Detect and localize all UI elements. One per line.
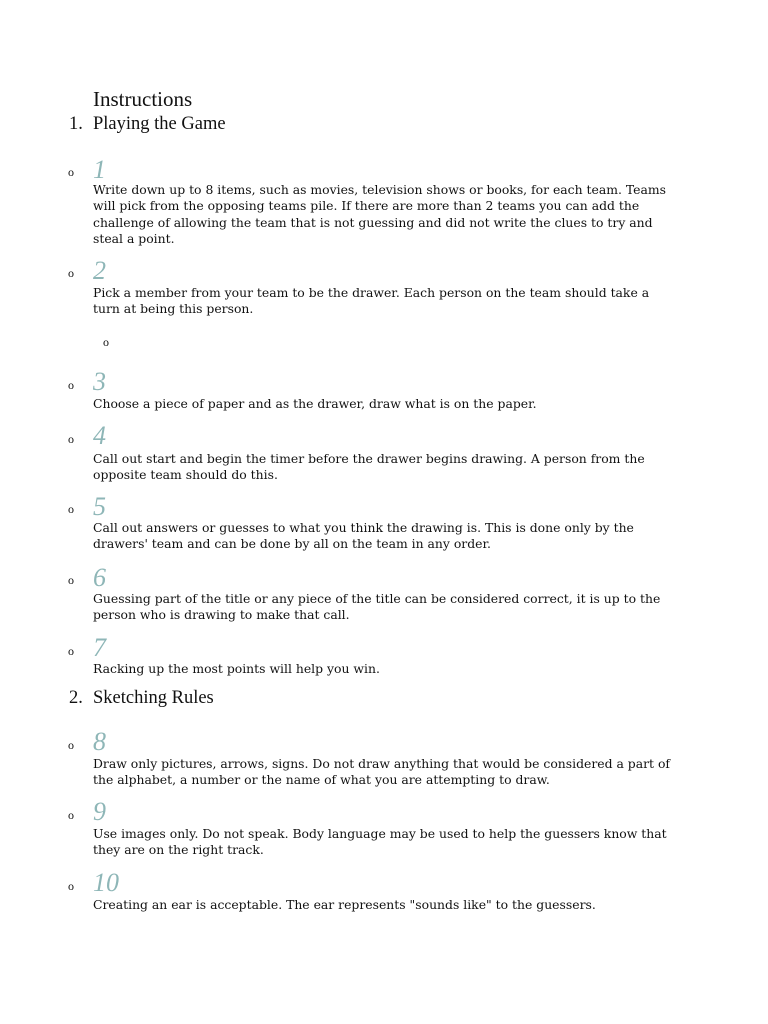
list-bullet: o [68,808,74,822]
step-number: 5 [93,492,106,521]
section-number: 2. [69,688,83,708]
sub-list-bullet: o [103,335,109,349]
step-number: 8 [93,727,106,756]
step-text: Choose a piece of paper and as the drawer, draw what is on the paper. [93,396,537,411]
section-title: Sketching Rules [93,688,214,708]
list-bullet: o [68,738,74,752]
step-number: 3 [93,367,106,396]
list-bullet: o [68,165,74,179]
step-number: 7 [93,633,106,662]
step-text: Call out answers or guesses to what you think the drawing is. This is done only by the drawers' team and can be done by all on the team in any order. [93,520,634,552]
step-text: Write down up to 8 items, such as movies, television shows or books, for each team. Teams will pick from the opposing teams pile. If there are more than 2 teams you can add the challenge of allowing the team that is not guessing and did not write the clues to try and steal a point. [93,182,666,247]
list-bullet: o [68,432,74,446]
list-bullet: o [68,573,74,587]
list-bullet: o [68,378,74,392]
list-bullet: o [68,502,74,516]
step-text: Call out start and begin the timer before the drawer begins drawing. A person from the opposite team should do this. [93,451,645,483]
step-number: 1 [93,155,106,184]
step-text: Use images only. Do not speak. Body language may be used to help the guessers know that they are on the right track. [93,826,667,858]
list-bullet: o [68,266,74,280]
page-title: Instructions [93,87,193,111]
step-text: Guessing part of the title or any piece of the title can be considered correct, it is up to the person who is drawing to make that call. [93,591,661,623]
step-number: 4 [93,421,106,450]
list-bullet: o [68,644,74,658]
section-heading-sketching-rules [69,688,214,709]
step-text: Pick a member from your team to be the drawer. Each person on the team should take a turn at being this person. [93,285,650,317]
step-number: 9 [93,797,106,826]
step-number: 6 [93,563,106,592]
step-text: Creating an ear is acceptable. The ear represents "sounds like" to the guessers. [93,897,596,912]
step-number: 10 [93,868,119,897]
step-text: Racking up the most points will help you win. [93,661,380,676]
section-title: Playing the Game [93,114,226,134]
step-text: Draw only pictures, arrows, signs. Do not draw anything that would be considered a part of the alphabet, a number or the name of what you are attempting to draw. [93,756,671,788]
section-number: 1. [69,114,83,134]
list-bullet: o [68,879,74,893]
section-heading-playing-the-game [69,114,226,135]
step-number: 2 [93,256,106,285]
